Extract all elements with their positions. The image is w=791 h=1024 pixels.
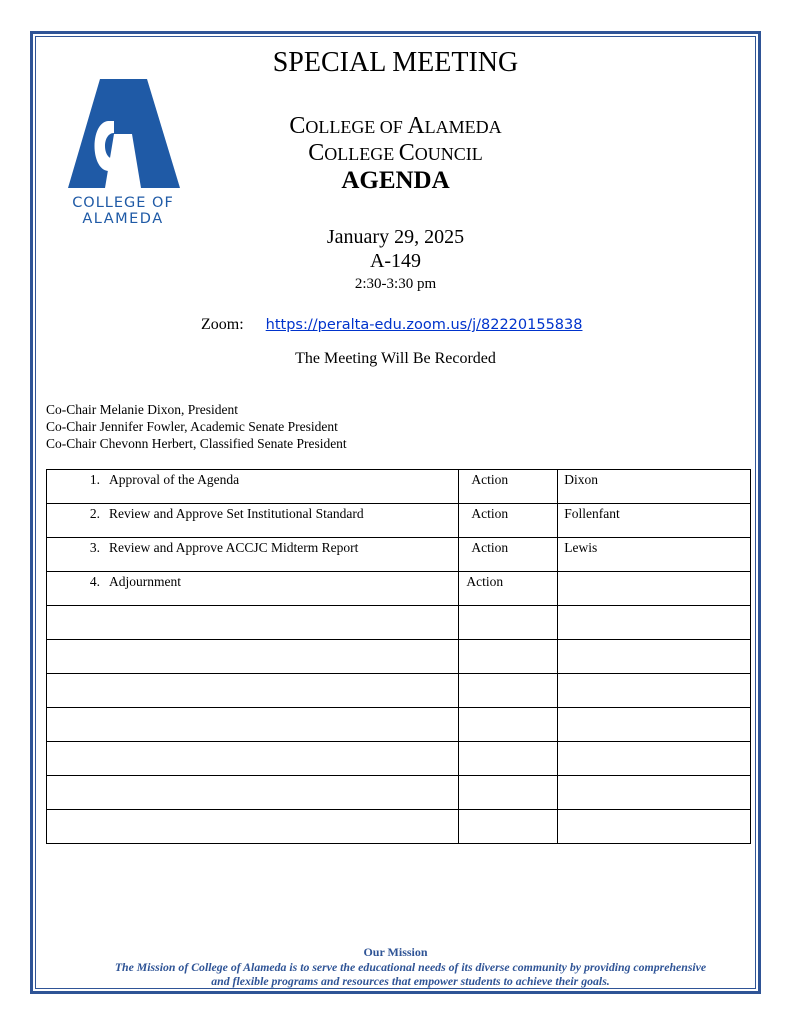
item-number: 2. bbox=[89, 506, 100, 521]
item-type-cell bbox=[459, 572, 558, 606]
item-number: 3. bbox=[89, 540, 100, 555]
mission-line: The Mission of College of Alameda is to serve the educational needs of its diverse community by providing comprehensive bbox=[114, 960, 707, 974]
item-presenter-cell bbox=[558, 470, 751, 504]
co-chair-line: Co-Chair Melanie Dixon, President bbox=[46, 402, 238, 417]
table-row-empty bbox=[47, 640, 751, 674]
table-row bbox=[47, 572, 751, 606]
agenda-table bbox=[46, 469, 751, 844]
item-type: Action bbox=[471, 506, 509, 521]
council-name-rest1: OLLEGE bbox=[324, 144, 399, 164]
empty-cell bbox=[47, 606, 459, 640]
co-chair-line: Co-Chair Chevonn Herbert, Classified Senate President bbox=[46, 436, 347, 451]
item-title: Review and Approve Set Institutional Standard bbox=[109, 506, 364, 521]
table-row bbox=[47, 504, 751, 538]
council-name-rest2: OUNCIL bbox=[414, 144, 483, 164]
agenda-item-cell bbox=[47, 504, 459, 538]
empty-cell bbox=[459, 810, 558, 844]
table-row bbox=[47, 470, 751, 504]
table-row-empty bbox=[47, 742, 751, 776]
co-chair-line: Co-Chair Jennifer Fowler, Academic Senate President bbox=[46, 419, 338, 434]
college-name-cap2: A bbox=[407, 113, 425, 139]
empty-cell bbox=[47, 708, 459, 742]
agenda-item-cell bbox=[47, 538, 459, 572]
logo-text-line2: ALAMEDA bbox=[82, 211, 164, 227]
table-row-empty bbox=[47, 674, 751, 708]
mission-statement bbox=[0, 960, 791, 988]
college-name-rest1: OLLEGE OF bbox=[305, 117, 408, 137]
council-name bbox=[0, 140, 791, 167]
college-name bbox=[0, 113, 791, 140]
empty-cell bbox=[459, 776, 558, 810]
meeting-type-title: SPECIAL MEETING bbox=[272, 47, 519, 78]
empty-cell bbox=[459, 708, 558, 742]
item-title: Adjournment bbox=[109, 574, 181, 589]
zoom-link[interactable]: https://peralta-edu.zoom.us/j/82220155838 bbox=[265, 317, 583, 333]
table-row-empty bbox=[47, 776, 751, 810]
council-name-cap1: C bbox=[308, 140, 325, 166]
empty-cell bbox=[47, 776, 459, 810]
logo-text-line1: COLLEGE OF bbox=[72, 195, 174, 211]
meeting-date: January 29, 2025 bbox=[326, 226, 465, 248]
item-type: Action bbox=[466, 574, 504, 589]
item-presenter-cell bbox=[558, 572, 751, 606]
item-type-cell bbox=[459, 538, 558, 572]
agenda-item-cell bbox=[47, 470, 459, 504]
item-title: Approval of the Agenda bbox=[109, 472, 240, 487]
item-presenter-cell bbox=[558, 538, 751, 572]
empty-cell bbox=[558, 640, 751, 674]
agenda-heading: AGENDA bbox=[341, 167, 450, 194]
meeting-room: A-149 bbox=[369, 250, 422, 272]
zoom-line bbox=[201, 316, 582, 334]
college-name-cap1: C bbox=[289, 113, 306, 139]
zoom-label: Zoom: bbox=[201, 316, 244, 333]
empty-cell bbox=[47, 810, 459, 844]
item-type: Action bbox=[471, 540, 509, 555]
item-presenter: Dixon bbox=[564, 472, 598, 487]
empty-cell bbox=[558, 708, 751, 742]
recorded-notice: The Meeting Will Be Recorded bbox=[295, 350, 496, 367]
empty-cell bbox=[459, 674, 558, 708]
empty-cell bbox=[459, 606, 558, 640]
mission-line: and flexible programs and resources that empower students to achieve their goals. bbox=[211, 974, 610, 988]
empty-cell bbox=[47, 674, 459, 708]
empty-cell bbox=[47, 742, 459, 776]
item-type-cell bbox=[459, 470, 558, 504]
item-presenter: Lewis bbox=[564, 540, 598, 555]
mission-title: Our Mission bbox=[363, 945, 428, 959]
empty-cell bbox=[459, 742, 558, 776]
item-presenter: Follenfant bbox=[564, 506, 620, 521]
empty-cell bbox=[558, 810, 751, 844]
item-type: Action bbox=[471, 472, 509, 487]
item-presenter-cell bbox=[558, 504, 751, 538]
item-number: 4. bbox=[89, 574, 100, 589]
table-row-empty bbox=[47, 810, 751, 844]
empty-cell bbox=[47, 640, 459, 674]
item-presenter bbox=[558, 572, 750, 574]
empty-cell bbox=[558, 776, 751, 810]
co-chairs-list bbox=[46, 401, 347, 452]
table-row bbox=[47, 538, 751, 572]
agenda-item-cell bbox=[47, 572, 459, 606]
table-row-empty bbox=[47, 606, 751, 640]
council-name-cap2: C bbox=[398, 140, 415, 166]
college-name-rest2: LAMEDA bbox=[424, 117, 502, 137]
empty-cell bbox=[558, 742, 751, 776]
meeting-time: 2:30-3:30 pm bbox=[354, 276, 437, 292]
item-title: Review and Approve ACCJC Midterm Report bbox=[109, 540, 359, 555]
item-number: 1. bbox=[89, 472, 100, 487]
item-type-cell bbox=[459, 504, 558, 538]
empty-cell bbox=[558, 606, 751, 640]
table-row-empty bbox=[47, 708, 751, 742]
empty-cell bbox=[558, 674, 751, 708]
empty-cell bbox=[459, 640, 558, 674]
